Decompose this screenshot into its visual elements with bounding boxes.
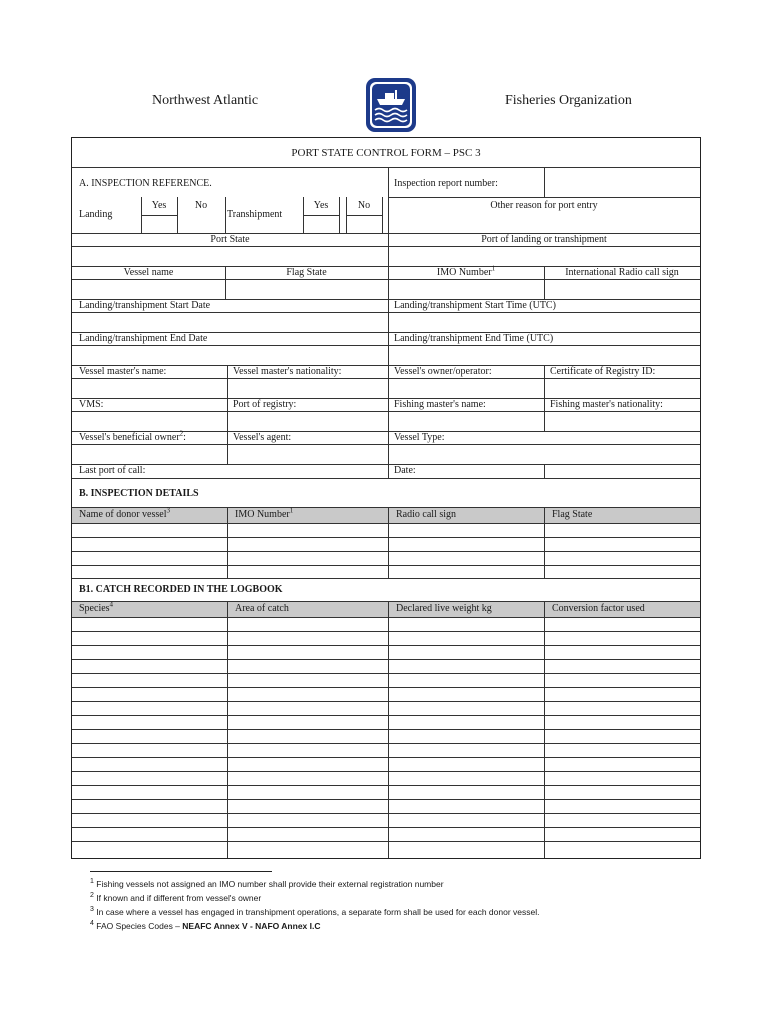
area-catch-header: Area of catch bbox=[235, 603, 289, 614]
section-b-heading: B. INSPECTION DETAILS bbox=[79, 488, 199, 499]
donor-imo-header: IMO Number$^1$ bbox=[235, 506, 294, 520]
psc3-form bbox=[71, 137, 701, 859]
donor-vessel-header: Name of donor vessel$^3$ bbox=[79, 506, 170, 520]
port-landing-label: Port of landing or transhipment bbox=[481, 234, 607, 245]
transhipment-no-label: No bbox=[357, 200, 371, 211]
end-date-label: Landing/transhipment End Date bbox=[79, 333, 208, 344]
date-label: Date: bbox=[394, 465, 416, 476]
donor-flag-header: Flag State bbox=[552, 509, 593, 520]
footnote-separator bbox=[90, 871, 272, 872]
flag-state-label: Flag State bbox=[286, 267, 327, 278]
port-registry-label: Port of registry: bbox=[233, 399, 297, 410]
footnote-4: $^4$ FAO Species Codes – NEAFC Annex V - NAFO Annex I.C bbox=[90, 920, 321, 931]
vessel-name-label: Vessel name bbox=[123, 267, 174, 278]
port-state-label: Port State bbox=[210, 234, 250, 245]
section-a-heading: A. INSPECTION REFERENCE. bbox=[79, 178, 212, 189]
donor-radio-header: Radio call sign bbox=[396, 509, 456, 520]
form-title: PORT STATE CONTROL FORM – PSC 3 bbox=[291, 147, 481, 159]
master-nationality-label: Vessel master's nationality: bbox=[233, 366, 342, 377]
inspection-report-number-label: Inspection report number: bbox=[394, 178, 498, 189]
header-right-title: Fisheries Organization bbox=[505, 93, 632, 108]
conversion-factor-header: Conversion factor used bbox=[552, 603, 645, 614]
vessel-agent-label: Vessel's agent: bbox=[233, 432, 292, 443]
master-name-label: Vessel master's name: bbox=[79, 366, 167, 377]
transhipment-yes-label: Yes bbox=[313, 200, 329, 211]
header-left-title: Northwest Atlantic bbox=[152, 93, 259, 108]
footnote-1: $^1$ Fishing vessels not assigned an IMO number shall provide their external registration number bbox=[90, 878, 444, 889]
imo-number-label: IMO Number$^1$ bbox=[436, 264, 496, 278]
footnote-3: $^3$ In case where a vessel has engaged in transhipment operations, a separate form shall be used for each donor vessel. bbox=[90, 906, 540, 917]
vessel-type-label: Vessel Type: bbox=[394, 432, 445, 443]
other-reason-label: Other reason for port entry bbox=[490, 200, 598, 211]
start-time-label: Landing/transhipment Start Time (UTC) bbox=[394, 300, 556, 311]
end-time-label: Landing/transhipment End Time (UTC) bbox=[394, 333, 554, 344]
registry-id-label: Certificate of Registry ID: bbox=[550, 366, 656, 377]
start-date-label: Landing/transhipment Start Date bbox=[79, 300, 211, 311]
landing-label: Landing bbox=[79, 209, 113, 220]
nafo-logo bbox=[365, 77, 417, 133]
transhipment-label: Transhipment bbox=[227, 209, 283, 220]
vms-label: VMS: bbox=[79, 399, 104, 410]
species-header: Species$^4$ bbox=[79, 600, 114, 614]
section-b1-heading: B1. CATCH RECORDED IN THE LOGBOOK bbox=[79, 584, 283, 595]
intl-radio-call-sign-label: International Radio call sign bbox=[565, 267, 679, 278]
landing-no-label: No bbox=[194, 200, 208, 211]
fishing-master-name-label: Fishing master's name: bbox=[394, 399, 486, 410]
footnote-2: $^2$ If known and if different from vessel's owner bbox=[90, 892, 262, 903]
fishing-master-nationality-label: Fishing master's nationality: bbox=[550, 399, 663, 410]
landing-yes-label: Yes bbox=[151, 200, 167, 211]
beneficial-owner-label: Vessel's beneficial owner$^2$: bbox=[79, 429, 186, 443]
declared-weight-header: Declared live weight kg bbox=[396, 603, 492, 614]
owner-operator-label: Vessel's owner/operator: bbox=[394, 366, 492, 377]
last-port-label: Last port of call: bbox=[79, 465, 146, 476]
